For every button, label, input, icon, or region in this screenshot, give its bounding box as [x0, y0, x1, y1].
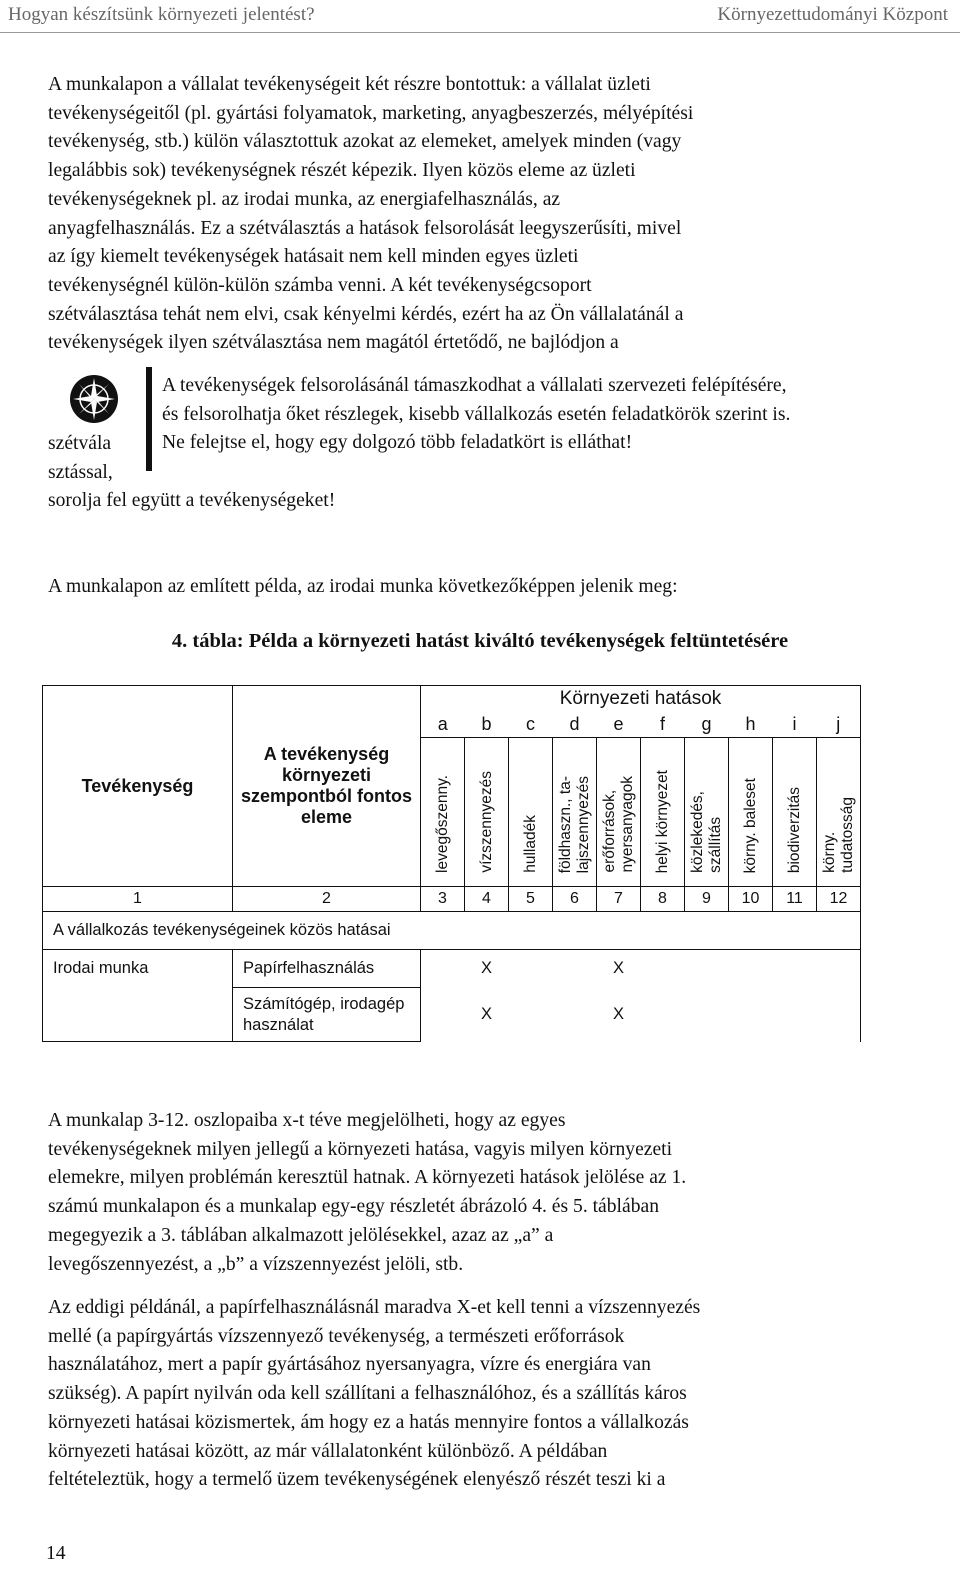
- impact-label-text: [522, 809, 540, 881]
- intro-line: tevékenységeitől (pl. gyártási folyamatok, marketing, anyagbeszerzés, mélyépítési: [48, 102, 694, 124]
- impact-mark-cell: [817, 988, 861, 1042]
- column-number: 1: [43, 887, 233, 912]
- impact-label-line: szállítás: [706, 817, 724, 873]
- column-number: 10: [729, 887, 773, 912]
- impact-label: [729, 738, 773, 887]
- impact-label: [509, 738, 553, 887]
- activity-cell: Irodai munka: [43, 950, 233, 988]
- impact-label-text: [557, 770, 593, 881]
- tip-side-text: szétvála: [48, 433, 112, 454]
- common-effects-fill: [421, 912, 861, 950]
- para-line: elemekre, milyen problémán keresztül hatnak. A környezeti hatások jelölése az 1.: [48, 1167, 687, 1189]
- para-line: használatához, mert a papír gyártásához nyersanyagra, vízre és energiára van: [48, 1354, 651, 1376]
- example-sentence: A munkalapon az említett példa, az irodai munka következőképpen jelenik meg:: [48, 576, 678, 597]
- impact-label-text: [601, 770, 637, 881]
- intro-line: tevékenységek ilyen szétválasztása nem magától értetődő, ne bajlódjon a: [48, 332, 619, 354]
- column-number: 4: [465, 887, 509, 912]
- column-number: 11: [773, 887, 817, 912]
- impact-mark-cell: X: [612, 959, 624, 978]
- impact-label-line: körny.: [820, 831, 838, 873]
- para-line: számú munkalapon és a munkalap egy-egy részletét ábrázoló 4. és 5. táblában: [48, 1196, 659, 1218]
- impact-label-line: erőforrások,: [600, 790, 618, 873]
- impact-letter: a: [421, 712, 465, 738]
- impact-label-line: közlekedés,: [688, 791, 706, 873]
- tip-line: és felsorolhatja őket részlegek, kisebb vállalkozás esetén feladatkörök szerint is.: [162, 403, 791, 425]
- impact-mark-cell: X: [480, 959, 492, 978]
- impact-letter: j: [817, 712, 861, 738]
- impact-label-line: tudatosság: [838, 797, 856, 873]
- impact-mark-cell: [421, 988, 465, 1042]
- intro-line: A munkalapon a vállalat tevékenységeit két részre bontottuk: a vállalat üzleti: [48, 74, 651, 95]
- impact-label-line: vízszennyezés: [477, 771, 495, 873]
- impact-label: [817, 738, 861, 887]
- impact-letter: i: [773, 712, 817, 738]
- number-row: [43, 887, 861, 912]
- impact-label-text: [742, 772, 760, 881]
- impact-label: [421, 738, 465, 887]
- impact-mark-cell: X: [480, 1005, 492, 1023]
- impact-mark-cell: [509, 988, 553, 1042]
- tip-line: A tevékenységek felsorolásánál támaszkodhat a vállalati szervezeti felépítésére,: [162, 375, 787, 396]
- column-number: 8: [641, 887, 685, 912]
- para-line: szükség). A papírt nyilván oda kell szállítani a felhasználóhoz, és a szállítás káros: [48, 1383, 687, 1405]
- para-line: megegyezik a 3. táblában alkalmazott jelölésekkel, azaz az „a” a: [48, 1224, 554, 1246]
- impact-label-line: körny. baleset: [741, 777, 759, 873]
- impact-label-line: hulladék: [521, 815, 539, 873]
- impact-mark-cell: X: [612, 1005, 624, 1023]
- intro-line: tevékenység, stb.) külön választottuk azokat az elemeket, amelyek minden (vagy: [48, 131, 682, 153]
- impact-mark-cell: [509, 950, 553, 988]
- impact-label-text: [821, 791, 857, 881]
- impact-label: [553, 738, 597, 887]
- column-number: 2: [233, 887, 421, 912]
- column-number: 7: [597, 887, 641, 912]
- impact-label: [773, 738, 817, 887]
- para-line: levegőszennyezést, a „b” a vízszennyezést jelöli, stb.: [48, 1253, 464, 1275]
- impact-label: [685, 738, 729, 887]
- impact-mark-cell: [553, 988, 597, 1042]
- table-caption: 4. tábla: Példa a környezeti hatást kiváltó tevékenységek feltüntetésére: [171, 630, 789, 652]
- impact-label-line: lajszennyezés: [574, 775, 592, 873]
- example-paragraph: [48, 1294, 948, 1495]
- page-number: 14: [46, 1543, 66, 1564]
- impact-letter: d: [553, 712, 597, 738]
- impact-mark-cell: [729, 950, 773, 988]
- para-line: környezeti hatásai között, az már vállalatonként különböző. A példában: [48, 1440, 608, 1462]
- col-header-activity: Tevékenység: [43, 686, 233, 887]
- para-line: A munkalap 3-12. oszlopaiba x-t téve megjelölheti, hogy az egyes: [48, 1110, 566, 1131]
- intro-line: legalábbis sok) tevékenységnek részét képezik. Ilyen közös eleme az üzleti: [48, 160, 636, 182]
- column-number: 3: [421, 887, 465, 912]
- column-number: 5: [509, 887, 553, 912]
- intro-line: tevékenységnél külön-külön számba venni. A két tevékenységcsoport: [48, 274, 592, 296]
- tip-line: Ne felejtse el, hogy egy dolgozó több feladatkört is elláthat!: [162, 432, 633, 454]
- compass-rose-icon: [69, 374, 119, 424]
- impact-label-text: [689, 785, 725, 881]
- para-line: Az eddigi példánál, a papírfelhasználásnál maradva X-et kell tenni a vízszennyezés: [48, 1297, 701, 1318]
- para-line: környezeti hatásai közismertek, ám hogy ez a hatás mennyire fontos a vállalkozás: [48, 1411, 689, 1433]
- intro-paragraph: [48, 71, 948, 358]
- impact-label-text: [478, 765, 496, 881]
- impact-mark-cell: [773, 988, 817, 1042]
- impact-letter: b: [465, 712, 509, 738]
- impact-label-line: nyersanyagok: [618, 776, 636, 873]
- impact-label-text: [786, 781, 804, 881]
- impact-mark-cell: [685, 950, 729, 988]
- element-cell: Papírfelhasználás: [233, 950, 421, 988]
- impact-mark-cell: [641, 950, 685, 988]
- header-title-left: Hogyan készítsünk környezeti jelentést?: [8, 4, 315, 25]
- impact-label-text: [434, 769, 452, 881]
- impact-mark-cell: [729, 988, 773, 1042]
- impact-mark-cell: [817, 950, 861, 988]
- impact-letter: g: [685, 712, 729, 738]
- para-line: tevékenységeknek milyen jellegű a környezeti hatása, vagyis milyen környezeti: [48, 1138, 673, 1160]
- tip-side-text: sorolja fel együtt a tevékenységeket!: [48, 490, 336, 511]
- common-effects-label: A vállalkozás tevékenységeinek közös hatásai: [43, 912, 421, 950]
- impact-mark-cell: [685, 988, 729, 1042]
- impact-label: [597, 738, 641, 887]
- impact-label: [465, 738, 509, 887]
- tip-side-text: sztással,: [48, 462, 113, 483]
- env-impacts-header: Környezeti hatások: [421, 686, 861, 713]
- intro-line: szétválasztása tehát nem elvi, csak kényelmi kérdés, ezért ha az Ön vállalatánál a: [48, 303, 684, 325]
- impact-mark-cell: [773, 950, 817, 988]
- column-number: 6: [553, 887, 597, 912]
- impact-mark-cell: [421, 950, 465, 988]
- col-header-element: A tevékenység környezeti szempontból fontos eleme: [233, 686, 421, 887]
- impact-mark-cell: [553, 950, 597, 988]
- intro-line: tevékenységeknek pl. az irodai munka, az energiafelhasználás, az: [48, 188, 561, 210]
- activity-cell-empty: [43, 988, 233, 1042]
- impact-label-text: [654, 764, 672, 881]
- impact-letter: h: [729, 712, 773, 738]
- explanation-paragraph: [48, 1107, 948, 1279]
- intro-line: anyagfelhasználás. Ez a szétválasztás a hatások felsorolását leegyszerűsíti, mivel: [48, 217, 682, 239]
- impact-letter: f: [641, 712, 685, 738]
- impact-letter: e: [597, 712, 641, 738]
- header-rule: [0, 32, 960, 33]
- element-cell: Számítógép, irodagép használat: [233, 988, 421, 1042]
- intro-line: az így kiemelt tevékenységek hatásait nem kell minden egyes üzleti: [48, 246, 579, 268]
- impact-letter: c: [509, 712, 553, 738]
- page-header: [0, 0, 960, 32]
- impact-label-line: helyi környezet: [653, 769, 671, 873]
- impact-table: [42, 685, 861, 1042]
- tip-bar: [146, 367, 152, 471]
- impact-label-line: biodiverzitás: [785, 786, 803, 873]
- column-number: 9: [685, 887, 729, 912]
- header-title-right: Környezettudományi Központ: [717, 4, 948, 25]
- para-line: feltételeztük, hogy a termelő üzem tevékenységének elenyésző részét teszi ki a: [48, 1469, 666, 1491]
- tip-text: [162, 372, 952, 458]
- impact-label: [641, 738, 685, 887]
- impact-label-line: földhaszn., ta-: [556, 775, 574, 873]
- column-number: 12: [817, 887, 861, 912]
- impact-mark-cell: [641, 988, 685, 1042]
- impact-label-line: levegőszenny.: [433, 775, 451, 873]
- para-line: mellé (a papírgyártás vízszennyező tevékenység, a természeti erőforrások: [48, 1325, 625, 1347]
